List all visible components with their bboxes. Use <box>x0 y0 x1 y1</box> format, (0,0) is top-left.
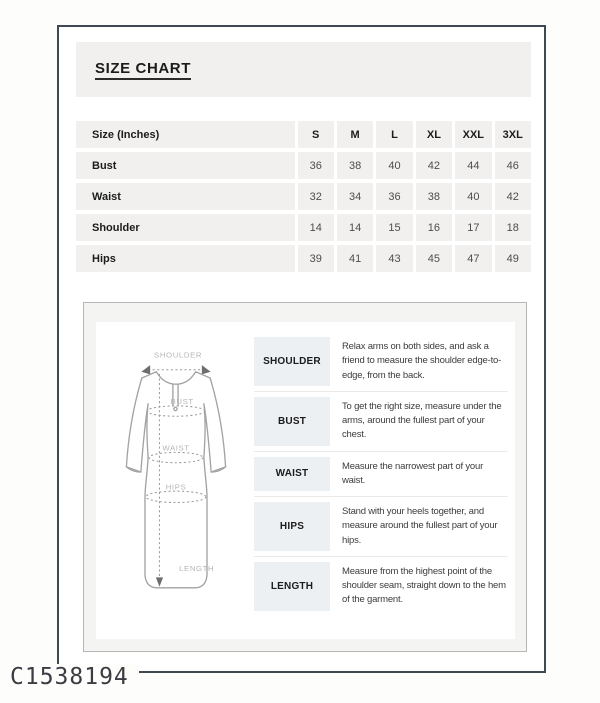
measurement-value: 41 <box>337 245 373 272</box>
measurement-row-label: Shoulder <box>76 214 295 241</box>
measurement-value: 36 <box>376 183 412 210</box>
kurti-sketch <box>114 340 238 602</box>
size-table-row <box>76 245 531 272</box>
guide-row-label: SHOULDER <box>254 337 330 386</box>
guide-row <box>254 332 508 392</box>
measurement-value: 40 <box>455 183 491 210</box>
measure-guide-box <box>83 302 527 652</box>
size-table-section <box>73 117 534 276</box>
measurement-value: 47 <box>455 245 491 272</box>
title-band <box>76 42 531 97</box>
guide-row-text: Stand with your heels together, and measure around the fullest part of your hips. <box>342 506 498 546</box>
size-unit-header: Size (Inches) <box>76 121 295 148</box>
measurement-value: 36 <box>298 152 334 179</box>
guide-row-text: To get the right size, measure under the arms, around the fullest part of your chest. <box>342 400 502 441</box>
measurement-value: 42 <box>416 152 452 179</box>
measurement-value: 42 <box>495 183 531 210</box>
page-title: SIZE CHART <box>95 60 191 80</box>
guide-row <box>254 497 508 557</box>
measurement-value: 32 <box>298 183 334 210</box>
guide-row-label: HIPS <box>254 502 330 551</box>
measurement-value: 34 <box>337 183 373 210</box>
measure-instructions <box>254 332 508 616</box>
sketch-length-label: LENGTH <box>179 564 215 574</box>
size-table-header-row <box>76 121 531 148</box>
sketch-hips-label: HIPS <box>165 482 187 492</box>
measurement-value: 14 <box>337 214 373 241</box>
measurement-value: 15 <box>376 214 412 241</box>
waist-measure-ellipse <box>149 452 203 462</box>
size-table-row <box>76 183 531 210</box>
size-column-header: M <box>337 121 373 148</box>
guide-row-label: BUST <box>254 397 330 446</box>
guide-row-text: Measure the narrowest part of your waist. <box>342 460 484 486</box>
guide-row <box>254 452 508 498</box>
measurement-row-label: Waist <box>76 183 295 210</box>
size-column-header: 3XL <box>495 121 531 148</box>
measurement-value: 18 <box>495 214 531 241</box>
measurement-value: 49 <box>495 245 531 272</box>
guide-row-label: WAIST <box>254 457 330 492</box>
size-column-header: XL <box>416 121 452 148</box>
measurement-value: 43 <box>376 245 412 272</box>
measurement-value: 38 <box>416 183 452 210</box>
placket-button <box>174 407 177 410</box>
measurement-row-label: Hips <box>76 245 295 272</box>
guide-row <box>254 557 508 616</box>
hips-measure-ellipse <box>146 491 206 502</box>
measurement-value: 46 <box>495 152 531 179</box>
measurement-value: 40 <box>376 152 412 179</box>
sketch-waist-label: WAIST <box>162 443 190 453</box>
measurement-value: 39 <box>298 245 334 272</box>
measurement-value: 14 <box>298 214 334 241</box>
measurement-value: 38 <box>337 152 373 179</box>
size-table-body <box>76 152 531 272</box>
size-column-header: S <box>298 121 334 148</box>
measurement-value: 45 <box>416 245 452 272</box>
guide-row-text: Measure from the highest point of the shoulder seam, straight down to the hem of the garment. <box>342 565 506 606</box>
watermark-code: C1538194 <box>6 664 139 692</box>
size-column-header: L <box>376 121 412 148</box>
size-table-row <box>76 214 531 241</box>
shoulder-arrow-right-icon <box>202 365 211 374</box>
measurement-row-label: Bust <box>76 152 295 179</box>
outer-frame <box>57 25 546 673</box>
measure-guide-panel <box>96 322 515 639</box>
measurement-value: 16 <box>416 214 452 241</box>
guide-row <box>254 392 508 452</box>
size-column-header: XXL <box>455 121 491 148</box>
measurement-value: 17 <box>455 214 491 241</box>
length-arrow-icon <box>156 577 163 586</box>
sketch-bust-label: BUST <box>170 396 194 406</box>
shoulder-arrow-left-icon <box>141 365 150 374</box>
measurement-value: 44 <box>455 152 491 179</box>
size-table-row <box>76 152 531 179</box>
sketch-shoulder-label: SHOULDER <box>154 350 203 360</box>
size-chart-table <box>73 117 534 276</box>
guide-row-text: Relax arms on both sides, and ask a friend to measure the shoulder edge-to-edge, from the back. <box>342 341 502 381</box>
guide-row-label: LENGTH <box>254 562 330 611</box>
